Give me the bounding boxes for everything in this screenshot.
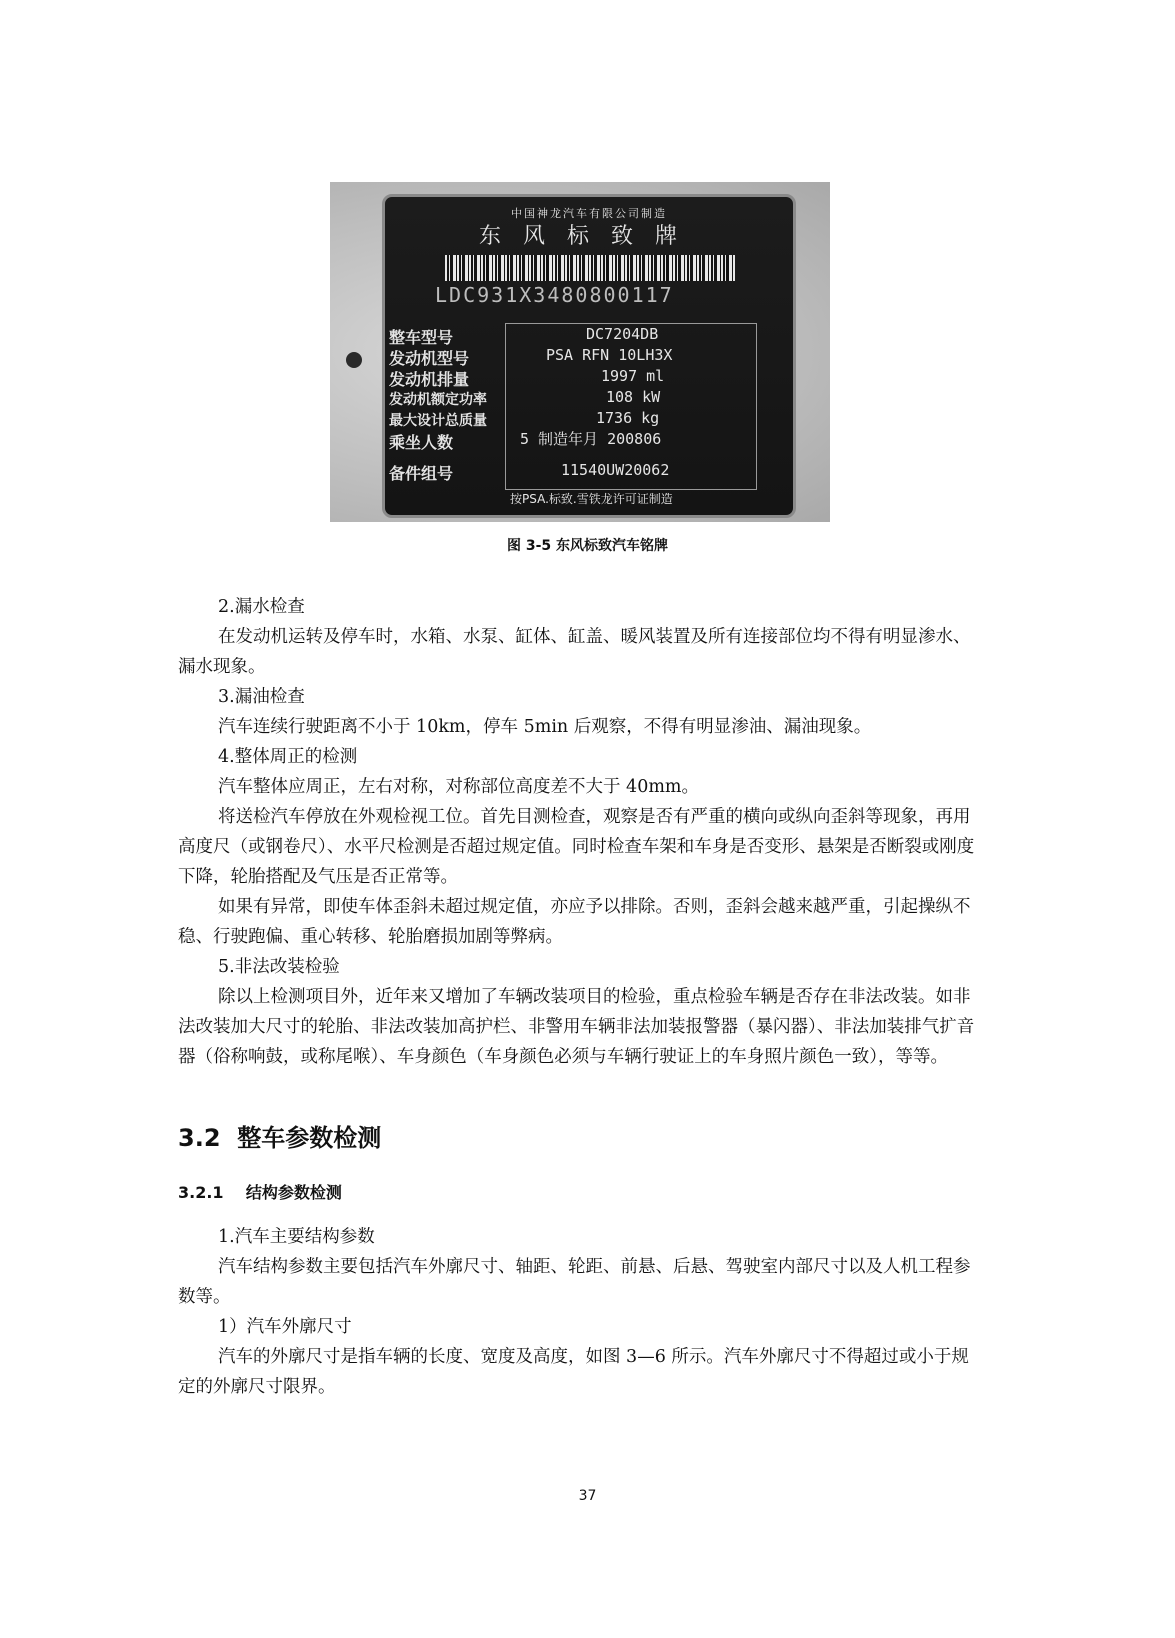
plate-vin: LDC931X3480800117 xyxy=(435,283,674,307)
item-heading: 4.整体周正的检测 xyxy=(218,747,358,767)
plate-label: 整车型号 xyxy=(389,328,454,347)
plate-label: 备件组号 xyxy=(389,464,454,483)
plate-value: 5 制造年月 200806 xyxy=(520,430,662,448)
plate-value: 11540UW20062 xyxy=(561,461,670,479)
plate-value: DC7204DB xyxy=(586,325,659,343)
paragraph: 除以上检测项目外，近年来又增加了车辆改装项目的检验，重点检验车辆是否存在非法改装。如非法改装加大尺寸的轮胎、非法改装加高护栏、非警用车辆非法加装报警器（暴闪器）、非法加装排气扩音器（俗称响鼓，或称尾喉）、车身颜色（车身颜色必须与车辆行驶证上的车身照片颜色一致），等等。 xyxy=(178,987,975,1067)
subsection-title-text: 结构参数检测 xyxy=(245,1183,342,1202)
paragraph: 将送检汽车停放在外观检视工位。首先目测检查，观察是否有严重的横向或纵向歪斜等现象，再用高度尺（或钢卷尺）、水平尺检测是否超过规定值。同时检查车架和车身是否变形、悬架是否断裂或刚度下降，轮胎搭配及气压是否正常等。 xyxy=(178,807,975,887)
nameplate-photo xyxy=(330,182,830,522)
section-number: 3.2 xyxy=(178,1124,221,1152)
plate-label: 乘坐人数 xyxy=(389,433,454,452)
lower-text-block xyxy=(178,1222,978,1402)
plate-value: 108 kW xyxy=(606,388,661,406)
plate-brand: 东风标致牌 xyxy=(478,224,699,249)
plate-label: 发动机型号 xyxy=(389,349,470,368)
rivet-hole-left xyxy=(346,352,362,368)
section-title-text: 整车参数检测 xyxy=(237,1124,382,1152)
plate-label: 最大设计总质量 xyxy=(389,413,487,429)
item-heading: 3.漏油检查 xyxy=(218,687,305,707)
item-heading: 1.汽车主要结构参数 xyxy=(218,1227,375,1247)
subsection-title xyxy=(178,1180,342,1203)
paragraph: 汽车整体应周正，左右对称，对称部位高度差不大于 40mm。 xyxy=(218,777,700,797)
plate-maker: 中国神龙汽车有限公司制造 xyxy=(511,207,667,220)
plate-labels xyxy=(389,327,509,484)
plate-value: 1736 kg xyxy=(596,409,660,427)
item-heading: 2.漏水检查 xyxy=(218,597,305,617)
paragraph: 在发动机运转及停车时，水箱、水泵、缸体、缸盖、暖风装置及所有连接部位均不得有明显渗水、漏水现象。 xyxy=(178,627,971,677)
item-heading: 1）汽车外廓尺寸 xyxy=(218,1317,352,1337)
plate-footer: 按PSA.标致.雪铁龙许可证制造 xyxy=(510,492,673,506)
subsection-number: 3.2.1 xyxy=(178,1183,224,1202)
item-heading: 5.非法改装检验 xyxy=(218,957,340,977)
plate-values xyxy=(505,323,757,490)
paragraph: 汽车连续行驶距离不小于 10km，停车 5min 后观察，不得有明显渗油、漏油现象。 xyxy=(218,717,872,737)
upper-text-block xyxy=(178,592,978,1072)
plate-label: 发动机排量 xyxy=(389,370,470,389)
barcode-icon xyxy=(445,255,735,281)
figure-caption: 图 3-5 东风标致汽车铭牌 xyxy=(506,538,669,554)
plate-label: 发动机额定功率 xyxy=(389,392,487,408)
plate-value: PSA RFN 10LH3X xyxy=(546,346,673,364)
plate-value: 1997 ml xyxy=(601,367,665,385)
page-number: 37 xyxy=(578,1488,597,1504)
section-title xyxy=(178,1118,381,1153)
vehicle-nameplate xyxy=(382,194,796,518)
paragraph: 汽车结构参数主要包括汽车外廓尺寸、轴距、轮距、前悬、后悬、驾驶室内部尺寸以及人机工程参数等。 xyxy=(178,1257,971,1307)
paragraph: 如果有异常，即使车体歪斜未超过规定值，亦应予以排除。否则，歪斜会越来越严重，引起操纵不稳、行驶跑偏、重心转移、轮胎磨损加剧等弊病。 xyxy=(178,897,971,947)
paragraph: 汽车的外廓尺寸是指车辆的长度、宽度及高度，如图 3—6 所示。汽车外廓尺寸不得超过或小于规定的外廓尺寸限界。 xyxy=(178,1347,969,1397)
